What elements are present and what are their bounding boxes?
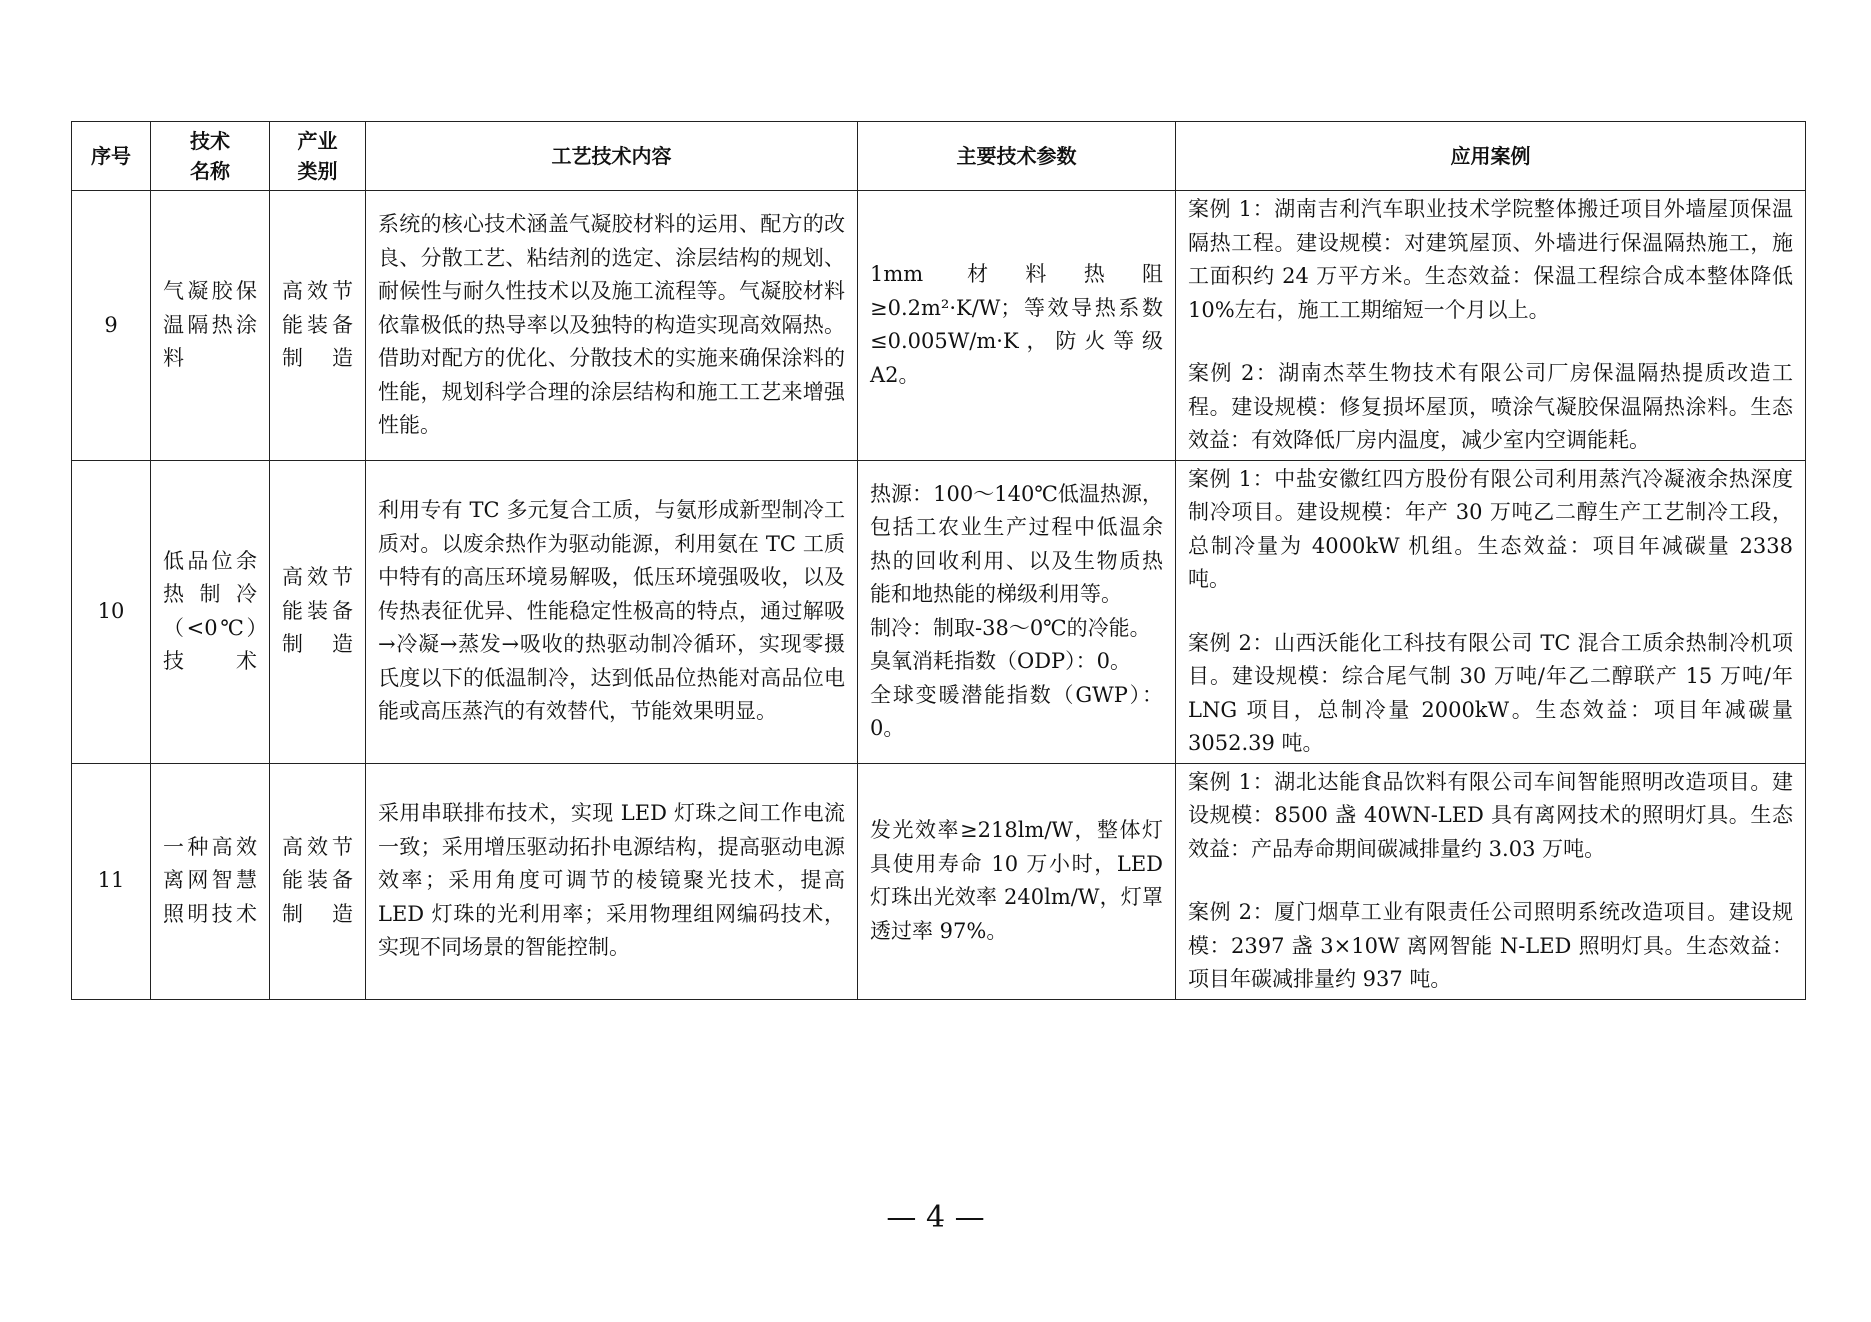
row-cases bbox=[1176, 191, 1806, 461]
param-cooling: 制冷：制取-38～0℃的冷能。 bbox=[870, 615, 1151, 640]
row-params bbox=[858, 460, 1176, 763]
row-tech-name: 气凝胶保温隔热涂料 bbox=[151, 191, 270, 461]
technology-table bbox=[71, 121, 1806, 1000]
row-cases bbox=[1176, 763, 1806, 999]
row-num: 10 bbox=[72, 460, 151, 763]
table-row bbox=[72, 460, 1806, 763]
row-params: 1mm 材料热阻≥0.2m²·K/W；等效导热系数≤0.005W/m·K，防火等级 A2。 bbox=[858, 191, 1176, 461]
case-1: 案例 1：湖北达能食品饮料有限公司车间智能照明改造项目。建设规模：8500 盏 40WN-LED 具有离网技术的照明灯具。生态效益：产品寿命期间碳减排量约 3.03 万吨。 bbox=[1188, 769, 1793, 861]
row-tech-name: 低品位余热制冷（<0℃）技术 bbox=[151, 460, 270, 763]
row-process: 利用专有 TC 多元复合工质，与氨形成新型制冷工质对。以废余热作为驱动能源，利用氨在 TC 工质中特有的高压环境易解吸，低压环境强吸收，以及传热表征优异、性能稳定性极高的特点，通过解吸→冷凝→蒸发→吸收的热驱动制冷循环，实现零摄氏度以下的低温制冷，达到低品位热能对高品位电能或高压蒸汽的有效替代，节能效果明显。 bbox=[366, 460, 858, 763]
case-2: 案例 2：湖南杰萃生物技术有限公司厂房保温隔热提质改造工程。建设规模：修复损坏屋顶，喷涂气凝胶保温隔热涂料。生态效益：有效降低厂房内温度，减少室内空调能耗。 bbox=[1188, 361, 1793, 452]
header-name-text: 技术名称 bbox=[190, 129, 230, 183]
case-1: 案例 1：中盐安徽红四方股份有限公司利用蒸汽冷凝液余热深度制冷项目。建设规模：年产 30 万吨乙二醇生产工艺制冷工段，总制冷量为 4000kW 机组。生态效益：项目年减碳量 2338 吨。 bbox=[1188, 466, 1793, 591]
header-num: 序号 bbox=[72, 122, 151, 191]
row-params: 发光效率≥218lm/W，整体灯具使用寿命 10 万小时，LED 灯珠出光效率 240lm/W，灯罩透过率 97%。 bbox=[858, 763, 1176, 999]
row-tech-name: 一种高效离网智慧照明技术 bbox=[151, 763, 270, 999]
row-category: 高效节能装备制造 bbox=[270, 763, 366, 999]
row-category: 高效节能装备制造 bbox=[270, 460, 366, 763]
param-odp: 臭氧消耗指数（ODP）：0。 bbox=[870, 649, 1132, 673]
header-category-text: 产业类别 bbox=[297, 129, 338, 183]
case-1: 案例 1：湖南吉利汽车职业技术学院整体搬迁项目外墙屋顶保温隔热工程。建设规模：对建筑屋顶、外墙进行保温隔热施工，施工面积约 24 万平方米。生态效益：保温工程综合成本整体降低 10%左右，施工工期缩短一个月以上。 bbox=[1188, 197, 1793, 322]
header-params: 主要技术参数 bbox=[858, 122, 1176, 191]
header-category bbox=[270, 122, 366, 191]
header-cases: 应用案例 bbox=[1176, 122, 1806, 191]
row-cases bbox=[1176, 460, 1806, 763]
row-category: 高效节能装备制造 bbox=[270, 191, 366, 461]
row-num: 11 bbox=[72, 763, 151, 999]
header-name bbox=[151, 122, 270, 191]
header-process: 工艺技术内容 bbox=[366, 122, 858, 191]
param-heat-source: 热源：100～140℃低温热源，包括工农业生产过程中低温余热的回收利用、以及生物质热能和地热能的梯级利用等。 bbox=[870, 481, 1163, 606]
page-number: — 4 — bbox=[886, 1200, 985, 1235]
param-gwp: 全球变暖潜能指数（GWP）：0。 bbox=[870, 682, 1163, 740]
table-header-row bbox=[72, 122, 1806, 191]
case-2: 案例 2：山西沃能化工科技有限公司 TC 混合工质余热制冷机项目。建设规模：综合尾气制 30 万吨/年乙二醇联产 15 万吨/年 LNG 项目，总制冷量 2000kW。生态效益：项目年减碳量 3052.39 吨。 bbox=[1188, 630, 1793, 755]
table-row bbox=[72, 191, 1806, 461]
row-process: 采用串联排布技术，实现 LED 灯珠之间工作电流一致；采用增压驱动拓扑电源结构，提高驱动电源效率；采用角度可调节的棱镜聚光技术，提高 LED 灯珠的光利用率；采用物理组网编码技术，实现不同场景的智能控制。 bbox=[366, 763, 858, 999]
case-2: 案例 2：厦门烟草工业有限责任公司照明系统改造项目。建设规模：2397 盏 3×10W 离网智能 N-LED 照明灯具。生态效益：项目年碳减排量约 937 吨。 bbox=[1188, 900, 1793, 991]
row-process: 系统的核心技术涵盖气凝胶材料的运用、配方的改良、分散工艺、粘结剂的选定、涂层结构的规划、耐候性与耐久性技术以及施工流程等。气凝胶材料依靠极低的热导率以及独特的构造实现高效隔热。借助对配方的优化、分散技术的实施来确保涂料的性能，规划科学合理的涂层结构和施工工艺来增强性能。 bbox=[366, 191, 858, 461]
row-num: 9 bbox=[72, 191, 151, 461]
table-row bbox=[72, 763, 1806, 999]
